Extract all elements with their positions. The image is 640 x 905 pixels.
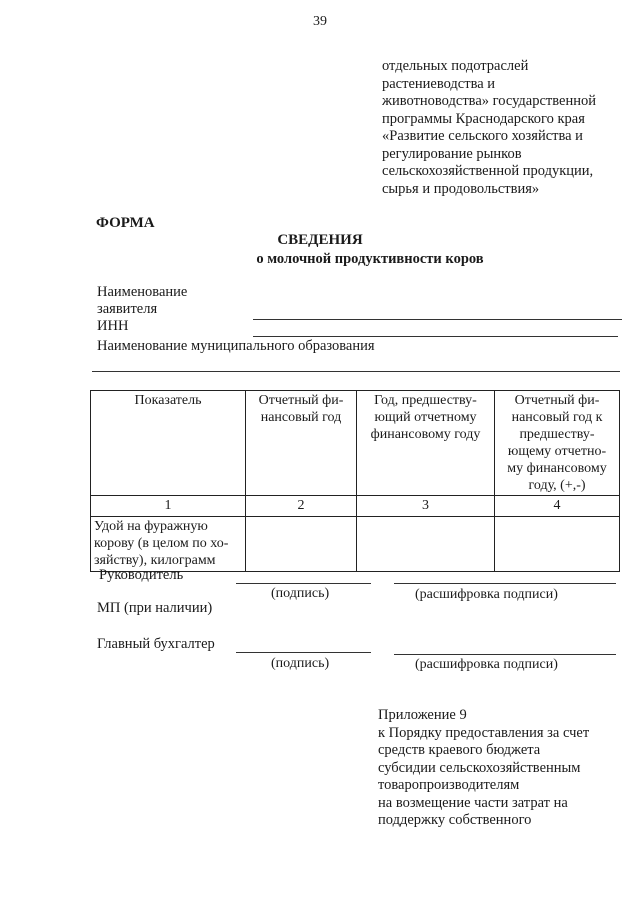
milk-productivity-table <box>90 390 620 572</box>
head-signature-caption: (подпись) <box>271 586 330 601</box>
header-line: отдельных подотраслей <box>382 58 529 74</box>
footer-line: к Порядку предоставления за счет <box>378 724 590 741</box>
applicant-label-line1: Наименование <box>97 284 188 300</box>
accountant-decode-line[interactable] <box>394 654 616 655</box>
municipality-fill-line[interactable] <box>92 371 620 372</box>
stamp-label: МП (при наличии) <box>97 600 213 616</box>
header-line: сельскохозяйственной продукции, <box>382 163 594 179</box>
municipality-label: Наименование муниципального образования <box>97 338 375 354</box>
applicant-label-line2: заявителя <box>97 301 158 317</box>
table-row <box>91 517 620 572</box>
header-line: регулирование рынков <box>382 145 522 162</box>
accountant-decode-caption: (расшифровка подписи) <box>415 657 558 672</box>
table-header-row <box>91 391 620 496</box>
accountant-label: Главный бухгалтер <box>97 636 215 652</box>
accountant-signature-caption: (подпись) <box>271 656 330 671</box>
footer-line: поддержку собственного <box>378 812 532 828</box>
column-number: 4 <box>495 496 620 517</box>
applicant-fill-line[interactable] <box>253 319 622 320</box>
header-previous-year: Год, предшеству- ющий отчетному финансовому году <box>357 391 495 496</box>
row-label-milk-yield: Удой на фуражную корову (в целом по хо- зяйству), килограмм <box>91 517 246 572</box>
value-cell-change[interactable] <box>495 517 620 572</box>
footer-line: на возмещение части затрат на <box>378 794 568 811</box>
document-subtitle: о молочной продуктивности коров <box>256 251 484 267</box>
head-label: Руководитель <box>99 567 184 583</box>
value-cell-previous-year[interactable] <box>357 517 495 572</box>
head-decode-caption: (расшифровка подписи) <box>415 587 558 602</box>
header-line: животноводства» государственной <box>382 93 596 109</box>
header-reference <box>382 58 632 198</box>
footer-line: товаропроизводителям <box>378 777 520 793</box>
header-reporting-year: Отчетный фи- нансовый год <box>246 391 357 496</box>
column-number: 3 <box>357 496 495 517</box>
form-label: ФОРМА <box>96 215 155 231</box>
inn-fill-line[interactable] <box>253 336 618 337</box>
header-indicator: Показатель <box>91 391 246 496</box>
appendix-reference <box>378 707 628 830</box>
header-line: программы Краснодарского края <box>382 110 585 127</box>
head-decode-line[interactable] <box>394 583 616 584</box>
header-line: растениеводства и <box>382 75 496 92</box>
inn-label: ИНН <box>97 318 129 334</box>
document-title: СВЕДЕНИЯ <box>277 232 363 248</box>
header-line: «Развитие сельского хозяйства и <box>382 128 583 144</box>
page-number: 39 <box>313 14 327 29</box>
header-line: сырья и продовольствия» <box>382 180 540 197</box>
header-change: Отчетный фи- нансовый год к предшеству- ющему отчетно- му финансовому году, (+,-) <box>495 391 620 496</box>
accountant-signature-line[interactable] <box>236 652 371 653</box>
column-number: 2 <box>246 496 357 517</box>
value-cell-reporting-year[interactable] <box>246 517 357 572</box>
head-signature-line[interactable] <box>236 583 371 584</box>
column-number: 1 <box>91 496 246 517</box>
footer-line: Приложение 9 <box>378 707 467 723</box>
footer-line: средств краевого бюджета <box>378 742 541 758</box>
footer-line: субсидии сельскохозяйственным <box>378 759 581 776</box>
table-number-row <box>91 496 620 517</box>
